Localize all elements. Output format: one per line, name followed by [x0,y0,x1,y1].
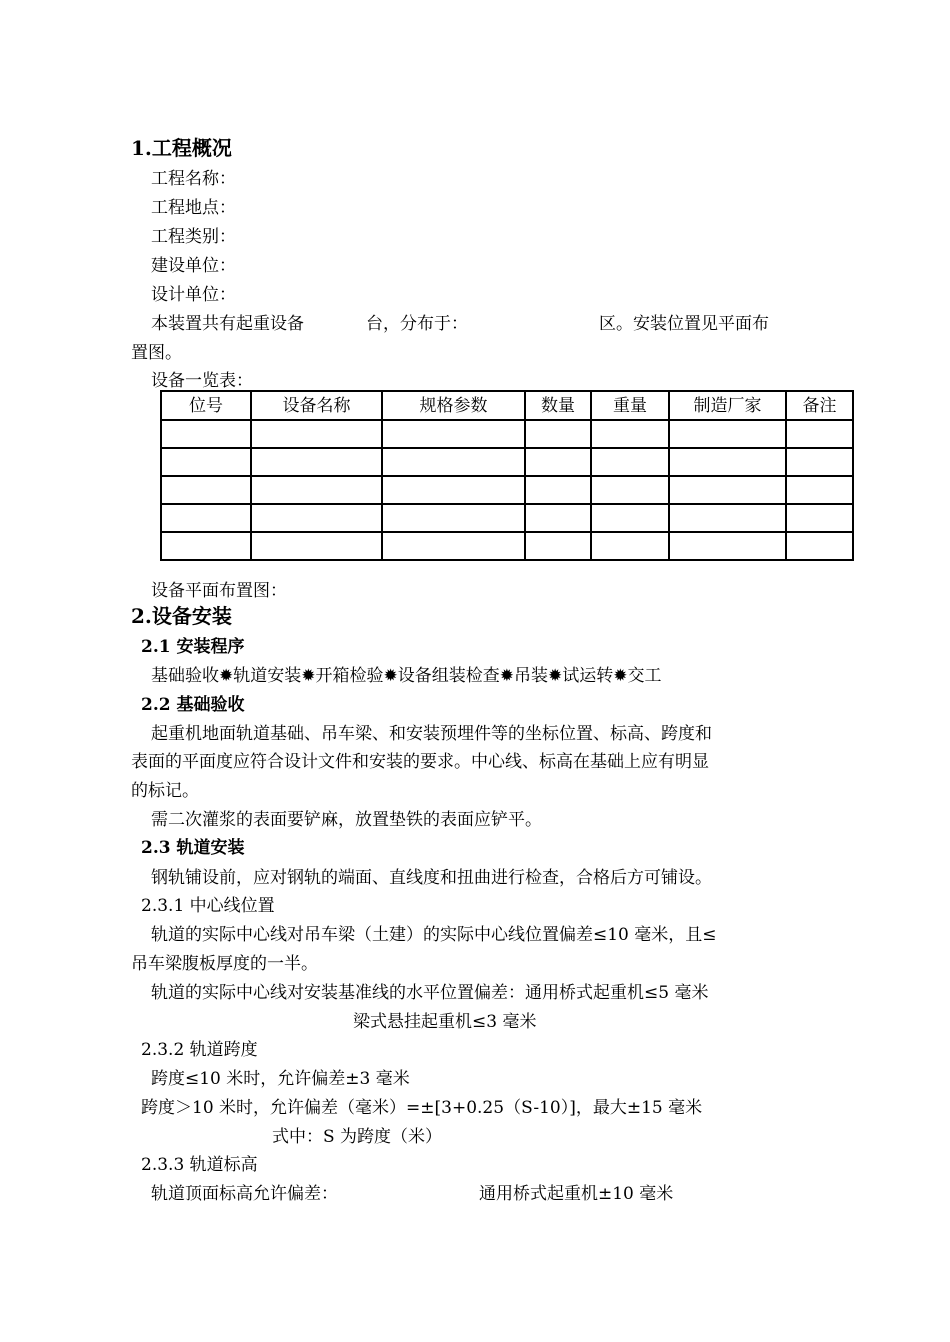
foundation-paragraph-line-3: 的标记。 [131,781,199,801]
table-cell [591,532,669,560]
section-2-heading: 2.设备安装 [131,604,232,628]
table-cell [382,504,525,532]
header-equipment-name: 设备名称 [251,391,382,420]
table-cell [161,420,251,448]
table-row [161,476,853,504]
table-cell [251,476,382,504]
grouting-paragraph: 需二次灌浆的表面要铲麻，放置垫铁的表面应铲平。 [151,810,542,830]
procedure-step: 开箱检验 [315,666,384,686]
table-cell [591,504,669,532]
table-cell [669,476,786,504]
table-cell [251,532,382,560]
owner-unit-label: 建设单位： [151,256,236,276]
table-cell [161,532,251,560]
procedure-step: 吊装 [514,666,548,686]
section-1-heading: 1.工程概况 [131,136,232,160]
procedure-step: 轨道安装 [233,666,302,686]
table-row [161,448,853,476]
table-cell [161,504,251,532]
foundation-paragraph-line-2: 表面的平面度应符合设计文件和安装的要求。中心线、标高在基础上应有明显 [131,752,709,772]
table-cell [251,448,382,476]
table-cell [525,532,591,560]
table-cell [669,532,786,560]
equipment-table [160,390,854,561]
table-cell [669,420,786,448]
foundation-paragraph-line-1: 起重机地面轨道基础、吊车梁、和安装预埋件等的坐标位置、标高、跨度和 [151,724,712,744]
table-cell [591,420,669,448]
table-cell [525,448,591,476]
horizontal-deviation-line-1: 轨道的实际中心线对安装基准线的水平位置偏差：通用桥式起重机≤5 毫米 [151,983,709,1003]
table-cell [382,420,525,448]
table-cell [669,504,786,532]
table-row [161,532,853,560]
header-specification: 规格参数 [382,391,525,420]
table-cell [786,532,853,560]
section-2-2-heading: 2.2 基础验收 [141,695,245,715]
section-2-3-2-heading: 2.3.2 轨道跨度 [141,1040,258,1060]
table-cell [525,420,591,448]
header-position: 位号 [161,391,251,420]
centerline-paragraph-line-2: 吊车梁腹板厚度的一半。 [131,954,318,974]
table-cell [786,420,853,448]
span-formula-note: 式中：S 为跨度（米） [272,1127,443,1147]
layout-drawing-label: 设备平面布置图： [151,581,287,601]
summary-part-c: 区。安装位置见平面布 [599,314,769,334]
header-quantity: 数量 [525,391,591,420]
design-unit-label: 设计单位： [151,285,236,305]
table-row [161,420,853,448]
rail-check-paragraph: 钢轨铺设前，应对钢轨的端面、直线度和扭曲进行检查，合格后方可铺设。 [151,868,712,888]
table-cell [669,448,786,476]
header-manufacturer: 制造厂家 [669,391,786,420]
bullet-separator-icon: ✹ [613,666,628,686]
procedure-step: 基础验收 [151,666,219,686]
bullet-separator-icon: ✹ [499,666,514,686]
procedure-step: 设备组装检查 [397,666,500,686]
table-cell [591,476,669,504]
table-cell [251,504,382,532]
table-cell [525,504,591,532]
span-tolerance-line-2: 跨度＞10 米时，允许偏差（毫米）=±[3+0.25（S-10）]，最大±15 毫米 [141,1098,703,1118]
section-2-3-3-heading: 2.3.3 轨道标高 [141,1155,258,1175]
header-remarks: 备注 [786,391,853,420]
table-cell [382,532,525,560]
header-weight: 重量 [591,391,669,420]
section-2-1-heading: 2.1 安装程序 [141,637,245,657]
table-cell [786,448,853,476]
horizontal-deviation-line-2: 梁式悬挂起重机≤3 毫米 [353,1012,537,1032]
elevation-tolerance-label: 轨道顶面标高允许偏差： [151,1184,338,1204]
section-2-3-heading: 2.3 轨道安装 [141,838,245,858]
summary-part-a: 本装置共有起重设备 [151,314,304,334]
bullet-separator-icon: ✹ [301,666,316,686]
table-cell [591,448,669,476]
table-row [161,504,853,532]
summary-part-d: 置图。 [131,343,182,363]
centerline-paragraph-line-1: 轨道的实际中心线对吊车梁（土建）的实际中心线位置偏差≤10 毫米，且≤ [151,925,717,945]
table-cell [251,420,382,448]
bullet-separator-icon: ✹ [219,666,234,686]
bullet-separator-icon: ✹ [383,666,398,686]
project-name-label: 工程名称： [151,169,236,189]
table-cell [161,448,251,476]
table-cell [382,476,525,504]
equipment-table-title: 设备一览表： [151,371,253,391]
elevation-tolerance-value: 通用桥式起重机±10 毫米 [479,1184,674,1204]
summary-part-b: 台，分布于： [366,314,468,334]
procedure-step: 交工 [627,666,662,686]
table-header-row [161,391,853,420]
table-cell [525,476,591,504]
span-tolerance-line-1: 跨度≤10 米时，允许偏差±3 毫米 [151,1069,410,1089]
project-category-label: 工程类别： [151,227,236,247]
table-cell [786,476,853,504]
bullet-separator-icon: ✹ [548,666,563,686]
table-cell [161,476,251,504]
table-cell [786,504,853,532]
project-location-label: 工程地点： [151,198,236,218]
procedure-flow [151,665,662,687]
table-cell [382,448,525,476]
section-2-3-1-heading: 2.3.1 中心线位置 [141,896,275,916]
procedure-step: 试运转 [562,666,614,686]
